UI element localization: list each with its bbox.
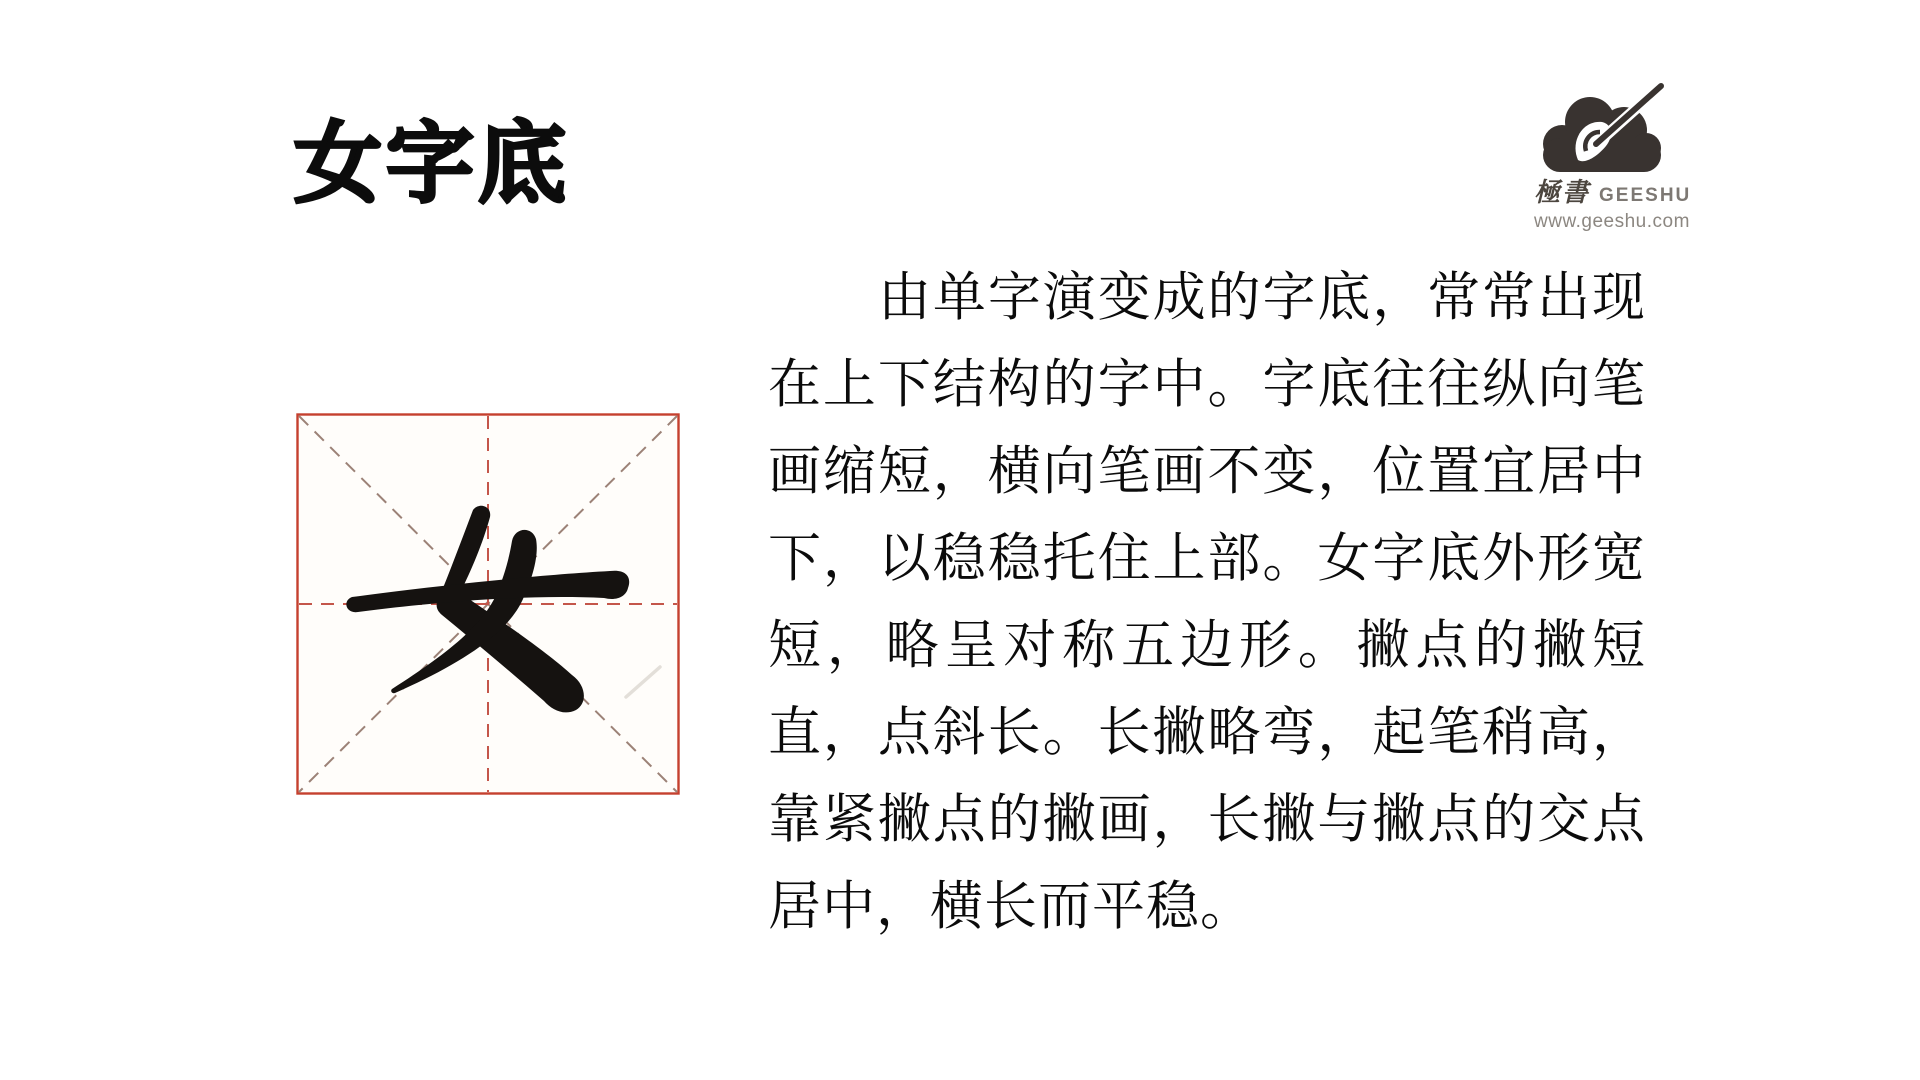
page-title: 女字底 bbox=[294, 114, 571, 213]
logo-brand-english: GEESHU bbox=[1599, 185, 1692, 206]
logo-brand bbox=[1534, 172, 1694, 209]
calligraphy-grid bbox=[296, 413, 680, 795]
description-paragraph: 由单字演变成的字底，常常出现在上下结构的字中。字底往往纵向笔画缩短，横向笔画不变，位置宜居中下，以稳稳托住上部。女字底外形宽短，略呈对称五边形。撇点的撇短直，点斜长。长撇略弯，起笔稍高，靠紧撇点的撇画，长撇与撇点的交点居中，横长而平稳。 bbox=[768, 268, 1646, 936]
logo-brand-chinese: 極書 bbox=[1534, 178, 1591, 208]
geeshu-logo bbox=[1534, 82, 1694, 233]
logo-url: www.geeshu.com bbox=[1534, 211, 1690, 232]
cloud-brush-icon bbox=[1536, 82, 1674, 178]
